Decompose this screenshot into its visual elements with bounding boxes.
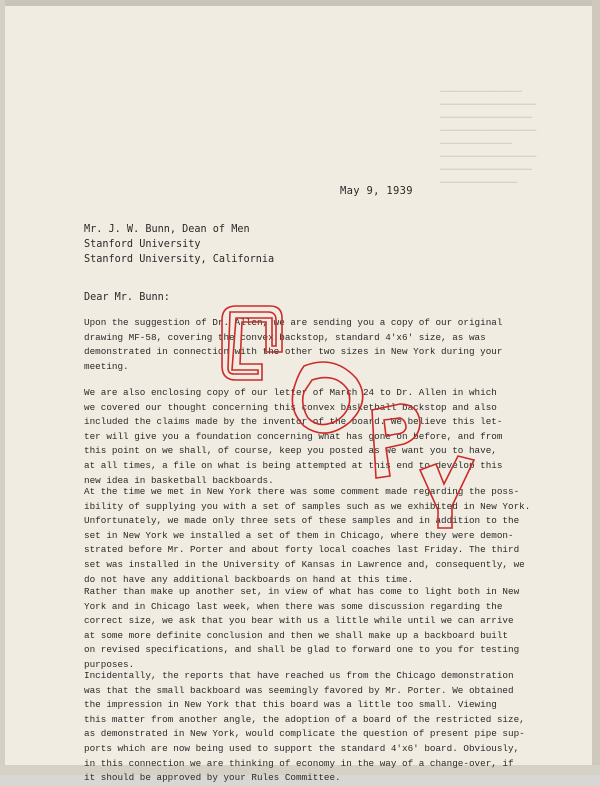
- recipient-line: Stanford University, California: [84, 254, 275, 265]
- page-edge-left: [0, 0, 5, 775]
- recipient-address: [84, 222, 274, 267]
- recipient-line: Stanford University: [84, 239, 201, 250]
- body-paragraph: Incidentally, the reports that have reached us from the Chicago demonstration was that the small backboard was seemingly favored by Mr. Porter. We obtained the impression in New York that this board was a little too small. Viewing this matter from another angle, the adoption of a board of the restricted size, as demonstrated in New York, would complicate the question of present pipe sup- ports which are now being used to support the standard 4'x6' board. Obviously, in this connection we are thinking of economy in the way of a change-over, if it should be approved by your Rules Committee.: [84, 670, 525, 784]
- bleed-through-text: ━━━━━━━━━━━━━━━━━ ━━━━━━━━━━━━━━━━━━━━ ━━━━━━━━━━━━━━━━━━━ ━━━━━━━━━━━━━━━━━━━━ ━━━━━━━━━━━━━━━ ━━━━━━━━━━━━━━━━━━━━ ━━━━━━━━━━━━━━━━━━━ ━━━━━━━━━━━━━━━━: [440, 87, 537, 187]
- body-paragraph: Upon the suggestion of Dr. Allen, we are sending you a copy of our original drawing MF-58, covering the convex backstop, standard 4'x6' size, as was demonstrated in connection with the other two sizes in New York during your meeting.: [84, 317, 503, 372]
- body-paragraph: We are also enclosing copy of our letter of March 24 to Dr. Allen in which we covered our thought concerning this convex basketball backstop and also included the claims made by the inventor of the board. We believe this let- ter will give you a foundation concerning what has gone on before, and from this point on we shall, of course, keep you posted as we want you to have, at all times, a file on what is being attempted at this end to develop this new idea in basketball backboards.: [84, 387, 503, 486]
- body-paragraph: At the time we met in New York there was some comment made regarding the poss- ibility of supplying you with a set of samples such as we exhibited in New York. Unfortunately, we made only three sets of these samples and in addition to the set in New York we installed a set of them in Chicago, where they were demon- strated before Mr. Porter and about forty local coaches last Friday. The third set was installed in the University of Kansas in Lawrence and, consequently, we do not have any additional backboards on hand at this time.: [84, 486, 531, 585]
- recipient-line: Mr. J. W. Bunn, Dean of Men: [84, 224, 250, 235]
- page-edge-right: [592, 0, 600, 775]
- body-paragraph: Rather than make up another set, in view of what has come to light both in New York and in Chicago last week, when there was some discussion regarding the correct size, we ask that you bear with us a little while until we can arrive at some more definite conclusion and then we shall make up a backboard built on revised specifications, and shall be glad to forward one to you for testing purposes.: [84, 586, 520, 670]
- salutation: Dear Mr. Bunn:: [84, 292, 170, 303]
- page-edge-top: [0, 0, 600, 6]
- letter-date: May 9, 1939: [340, 185, 413, 197]
